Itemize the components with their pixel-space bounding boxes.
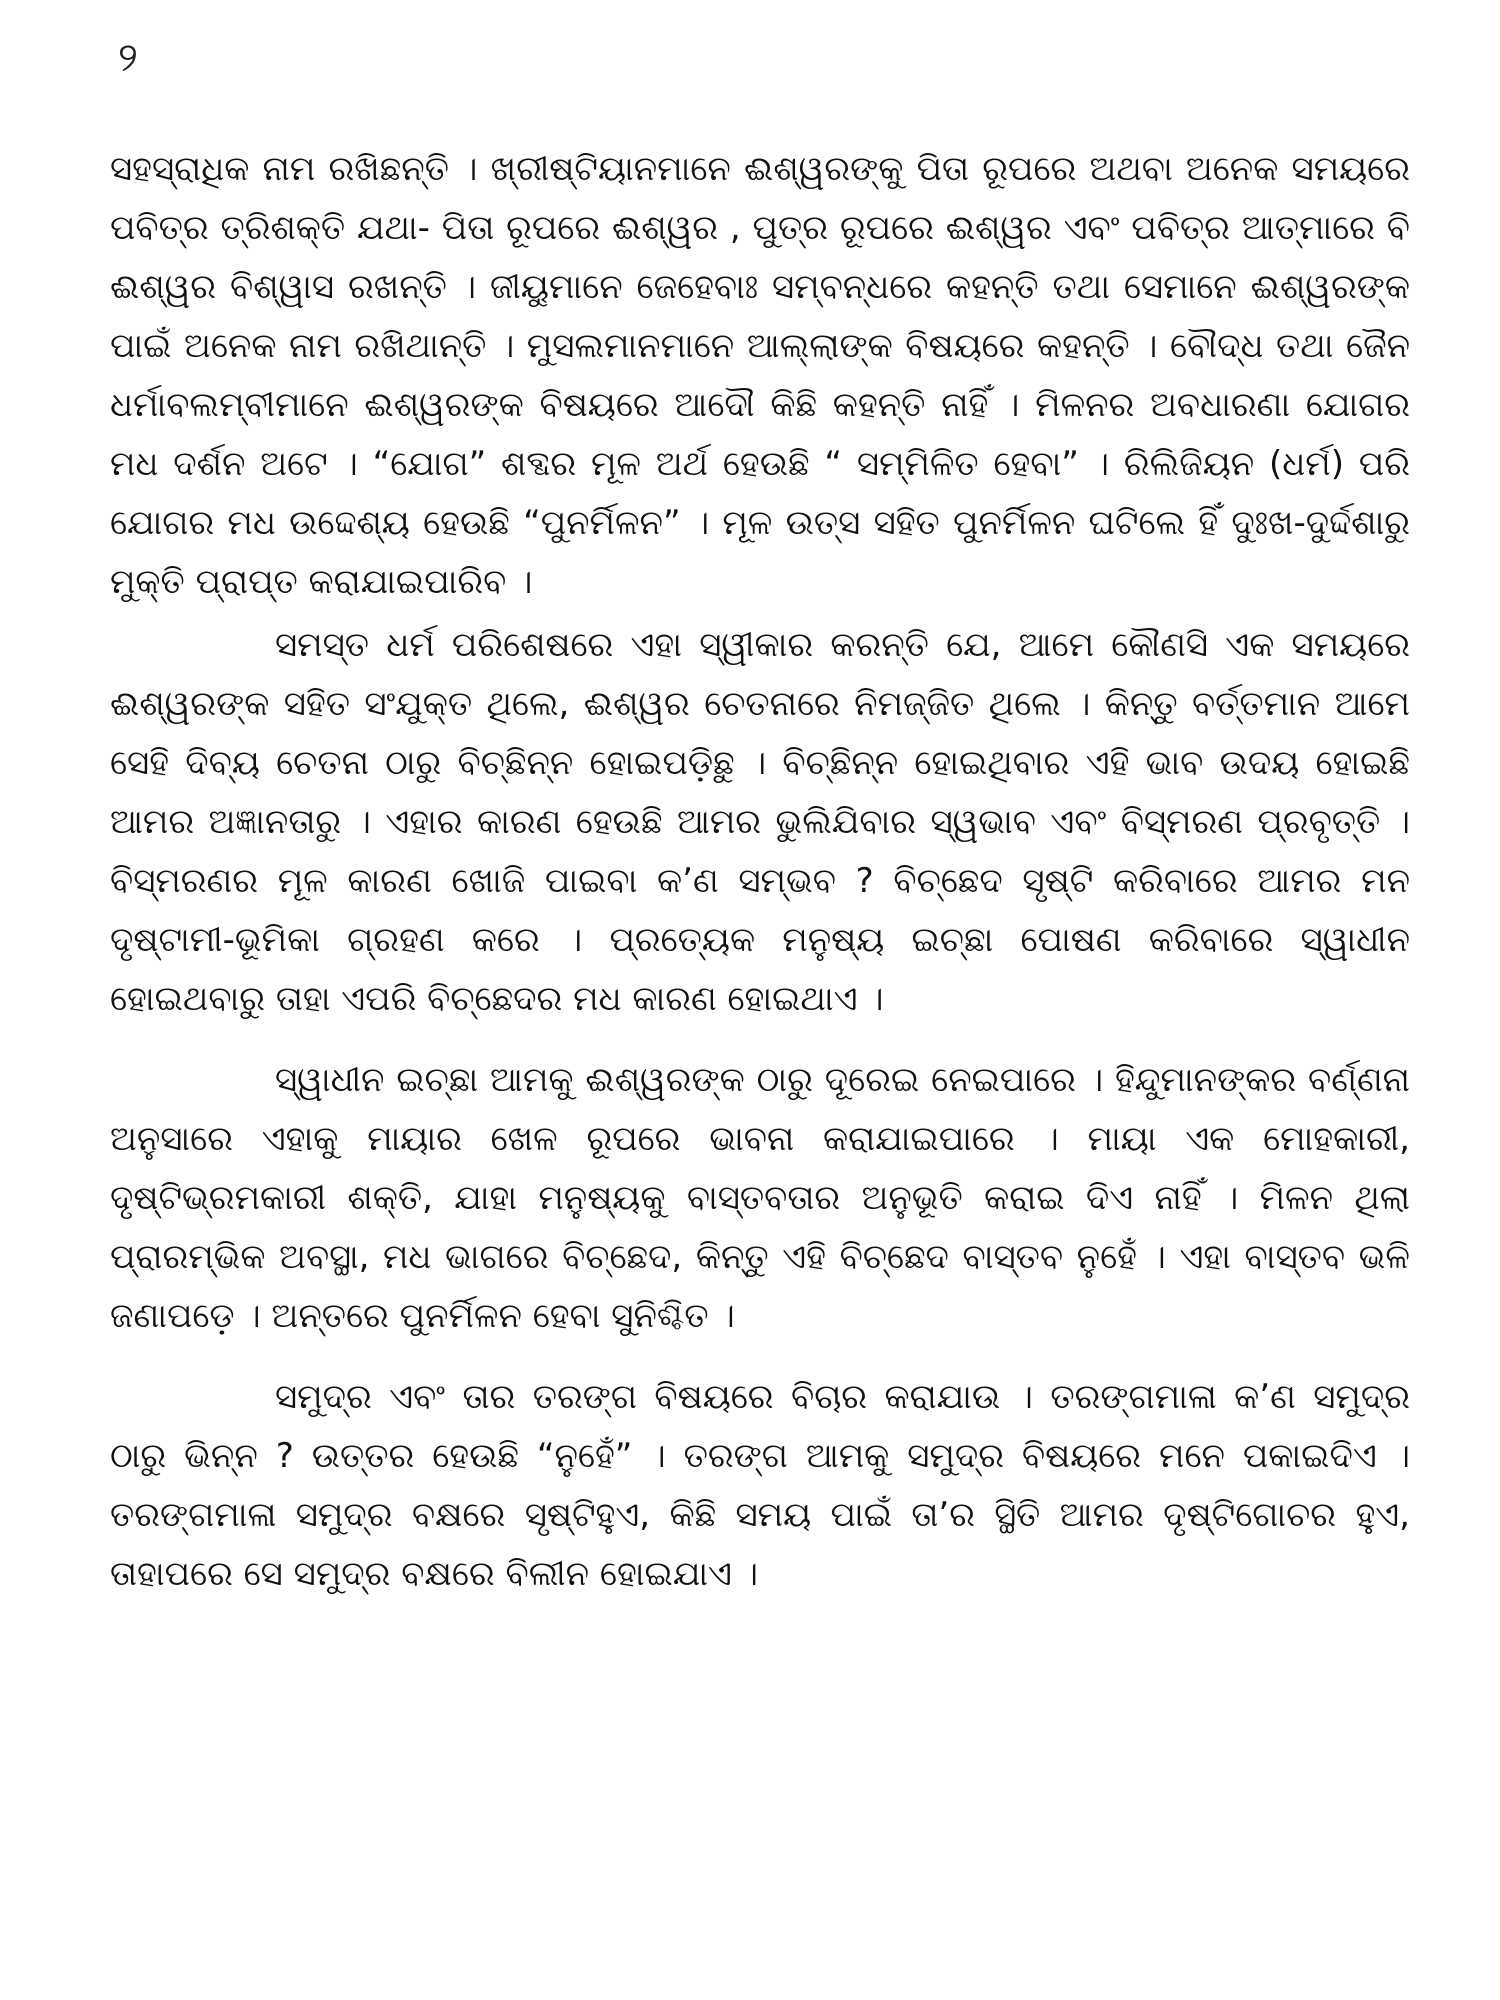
paragraph-4: ସମୁଦ୍ର ଏବଂ ତାର ତରଙ୍ଗ ବିଷୟରେ ବିଚାର କରାଯାଉ । ତରଙ୍ଗମାଳା କ’ଣ ସମୁଦ୍ର ଠାରୁ ଭିନ୍ନ ? ଉତ୍ତର ହେଉଛି “ନୁହେଁ” । ତରଙ୍ଗ ଆମକୁ ସମୁଦ୍ର ବିଷୟରେ ମନେ ପକାଇଦିଏ । ତରଙ୍ଗମାଳା ସମୁଦ୍ର ବକ୍ଷରେ ସୃଷ୍ଟିହୁଏ, କିଛି ସମୟ ପାଇଁ ତା’ର ସ୍ଥିତି ଆମର ଦୃଷ୍ଟିଗୋଚର ହୁଏ, ତାହାପରେ ସେ ସମୁଦ୍ର ବକ୍ଷରେ ବିଲୀନ ହୋଇଯାଏ ।	[110, 1377, 1410, 1594]
body-text	[110, 140, 1410, 1604]
paragraph-2: ସମସ୍ତ ଧର୍ମ ପରିଶେଷରେ ଏହା ସ୍ୱୀକାର କରନ୍ତି ଯେ, ଆମେ କୌଣସି ଏକ ସମୟରେ ଈଶ୍ୱରଙ୍କ ସହିତ ସଂଯୁକ୍ତ ଥିଲେ, ଈଶ୍ୱର ଚେତନାରେ ନିମଜ୍ଜିତ ଥିଲେ । କିନ୍ତୁ ବର୍ତ୍ତମାନ ଆମେ ସେହି ଦିବ୍ୟ ଚେତନା ଠାରୁ ବିଚ୍ଛିନ୍ନ ହୋଇପଡ଼ିଛୁ । ବିଚ୍ଛିନ୍ନ ହୋଇଥିବାର ଏହି ଭାବ ଉଦୟ ହୋଇଛି ଆମର ଅଜ୍ଞାନତାରୁ । ଏହାର କାରଣ ହେଉଛି ଆମର ଭୁଲିଯିବାର ସ୍ୱଭାବ ଏବଂ ବିସ୍ମରଣ ପ୍ରବୃତ୍ତି । ବିସ୍ମରଣର ମୂଳ କାରଣ ଖୋଜି ପାଇବା କ’ଣ ସମ୍ଭବ ? ବିଚ୍ଛେଦ ସୃଷ୍ଟି କରିବାରେ ଆମର ମନ ଦୃଷ୍ଟାମୀ-ଭୂମିକା ଗ୍ରହଣ କରେ । ପ୍ରତ୍ୟେକ ମନୁଷ୍ୟ ଇଚ୍ଛା ପୋଷଣ କରିବାରେ ସ୍ୱାଧୀନ ହୋଇଥବାରୁ ତାହା ଏପରି ବିଚ୍ଛେଦର ମଧ କାରଣ ହୋଇଥାଏ ।	[110, 625, 1410, 1019]
page-number: ୨	[118, 35, 138, 81]
paragraph-3: ସ୍ୱାଧୀନ ଇଚ୍ଛା ଆମକୁ ଈଶ୍ୱରଙ୍କ ଠାରୁ ଦୂରେଇ ନେଇପାରେ । ହିନ୍ଦୁମାନଙ୍କର ବର୍ଣ୍ଣନା ଅନୁସାରେ ଏହାକୁ ମାୟାର ଖେଳ ରୂପରେ ଭାବନା କରାଯାଇପାରେ । ମାୟା ଏକ ମୋହକାରୀ, ଦୃଷ୍ଟିଭ୍ରମକାରୀ ଶକ୍ତି, ଯାହା ମନୁଷ୍ୟକୁ ବାସ୍ତବତାର ଅନୁଭୂତି କରାଇ ଦିଏ ନାହିଁ । ମିଳନ ଥିଲା ପ୍ରାରମ୍ଭିକ ଅବସ୍ଥା, ମଧ ଭାଗରେ ବିଚ୍ଛେଦ, କିନ୍ତୁ ଏହି ବିଚ୍ଛେଦ ବାସ୍ତବ ନୁହେଁ । ଏହା ବାସ୍ତବ ଭଳି ଜଣାପଡ଼େ । ଅନ୍ତରେ ପୁନର୍ମିଳନ ହେବା ସୁନିଶ୍ଚିତ ।	[110, 1060, 1410, 1336]
paragraph-1: ସହସ୍ରାଧିକ ନାମ ରଖିଛନ୍ତି । ଖ୍ରୀଷ୍ଟିୟାନମାନେ ଈଶ୍ୱରଙ୍କୁ ପିତା ରୂପରେ ଅଥବା ଅନେକ ସମୟରେ ପବିତ୍ର ତ୍ରିଶକ୍ତି ଯଥା- ପିତା ରୂପରେ ଈଶ୍ୱର , ପୁତ୍ର ରୂପରେ ଈଶ୍ୱର ଏବଂ ପବିତ୍ର ଆତ୍ମାରେ ବି ଈଶ୍ୱର ବିଶ୍ୱାସ ରଖନ୍ତି । ଜୀୟୁମାନେ ଜେହେବାଃ ସମ୍ବନ୍ଧରେ କହନ୍ତି ତଥା ସେମାନେ ଈଶ୍ୱରଙ୍କ ପାଇଁ ଅନେକ ନାମ ରଖିଥାନ୍ତି । ମୁସଲମାନମାନେ ଆଲ୍ଲାଙ୍କ ବିଷୟରେ କହନ୍ତି । ବୌଦ୍ଧ ତଥା ଜୈନ ଧର୍ମାବଲମ୍ବୀମାନେ ଈଶ୍ୱରଙ୍କ ବିଷୟରେ ଆଦୌ କିଛି କହନ୍ତି ନାହିଁ । ମିଳନର ଅବଧାରଣା ଯୋଗର ମଧ ଦର୍ଶନ ଅଟେ । “ଯୋଗ” ଶବ୍ଦର ମୂଳ ଅର୍ଥ ହେଉଛି “ ସମ୍ମିଳିତ ହେବା” । ରିଲିଜିୟନ (ଧର୍ମ) ପରି ଯୋଗର ମଧ ଉଦ୍ଦେଶ୍ୟ ହେଉଛି “ପୁନର୍ମିଳନ” । ମୂଳ ଉତ୍ସ ସହିତ ପୁନର୍ମିଳନ ଘଟିଲେ ହିଁ ଦୁଃଖ-ଦୁର୍ଦ୍ଦଶାରୁ ମୁକ୍ତି ପ୍ରାପ୍ତ କରାଯାଇପାରିବ ।	[110, 149, 1410, 602]
